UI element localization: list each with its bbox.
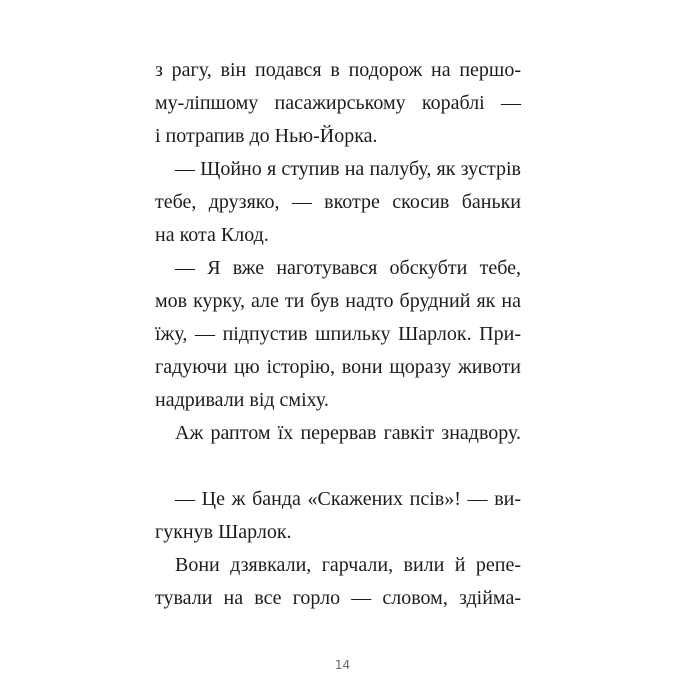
body-text [155, 54, 521, 615]
page-number: 14 [334, 658, 351, 672]
text-line: гукнув Шарлок. [155, 521, 292, 543]
text-line: з рагу, він подався в подорож на першо- [155, 59, 521, 81]
text-line: — Я вже наготувався обскубти тебе, [175, 257, 521, 279]
blank-line [155, 450, 521, 483]
text-line: на кота Клод. [155, 224, 269, 246]
text-line: і потрапив до Нью-Йорка. [155, 125, 378, 147]
text-line: — Це ж банда «Скажених псів»! — ви- [175, 488, 521, 510]
text-line: тебе, друзяко, — вкотре скосив баньки [155, 191, 521, 213]
text-line: му-ліпшому пасажирському кораблі — [155, 92, 521, 114]
text-line: надривали від сміху. [155, 389, 329, 411]
text-line: мов курку, але ти був надто брудний як на [155, 290, 521, 312]
text-line: гадуючи цю історію, вони щоразу животи [155, 356, 521, 378]
text-line: Вони дзявкали, гарчали, вили й репе- [175, 554, 521, 576]
text-line: Аж раптом їх перервав гавкіт знадвору. [175, 422, 521, 444]
text-line: тували на все горло — словом, здійма- [155, 587, 521, 609]
text-line: їжу, — підпустив шпильку Шарлок. При- [155, 323, 521, 345]
text-line: — Щойно я ступив на палубу, як зустрів [175, 158, 521, 180]
